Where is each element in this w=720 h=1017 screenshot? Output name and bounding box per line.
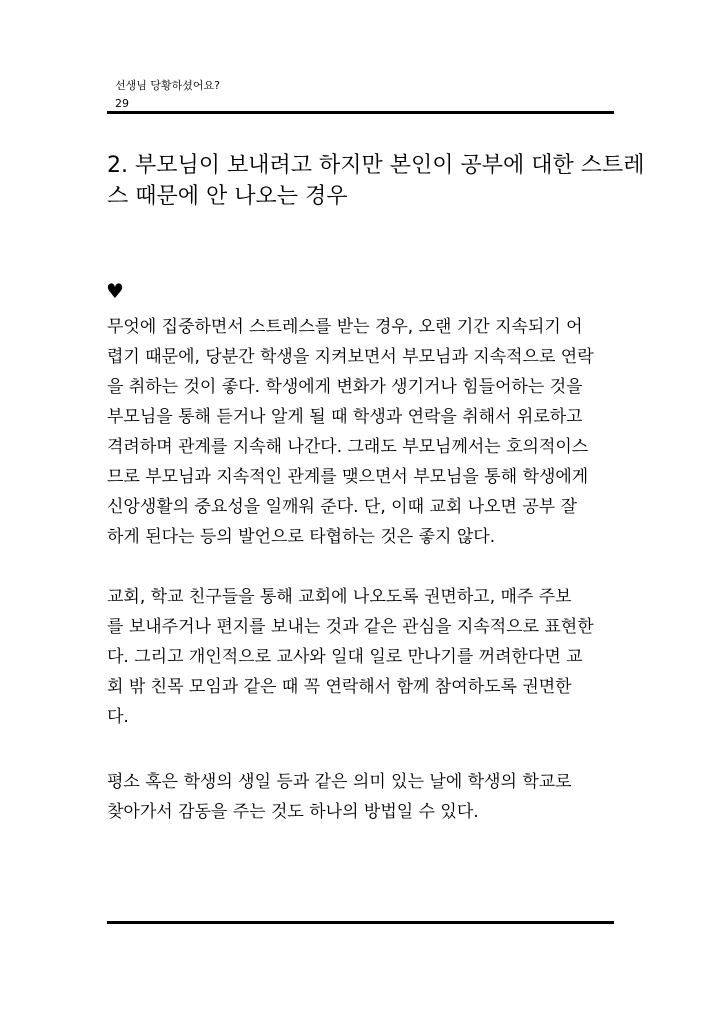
paragraph-line: 렵기 때문에, 당분간 학생을 지켜보면서 부모님과 지속적으로 연락 [107,347,594,367]
body-paragraph-2 [107,582,617,732]
paragraph-line: 교회, 학교 친구들을 통해 교회에 나오도록 권면하고, 매주 주보 [107,587,572,607]
paragraph-line: 다. 그리고 개인적으로 교사와 일대 일로 만나기를 꺼려한다면 교 [107,647,583,667]
paragraph-line: 을 취하는 것이 좋다. 학생에게 변화가 생기거나 힘들어하는 것을 [107,377,583,397]
body-paragraph-1 [107,312,617,552]
paragraph-line: 를 보내주거나 편지를 보내는 것과 같은 관심을 지속적으로 표현한 [107,617,594,637]
heart-icon: ♥ [106,279,124,303]
paragraph-line: 므로 부모님과 지속적인 관계를 맺으면서 부모님을 통해 학생에게 [107,467,589,487]
section-title-line: 2. 부모님이 보내려고 하지만 본인이 공부에 대한 스트레 [107,153,645,178]
section-title-line: 스 때문에 안 나오는 경우 [107,184,348,209]
paragraph-line: 평소 혹은 학생의 생일 등과 같은 의미 있는 날에 학생의 학교로 [107,772,572,792]
header-divider [107,111,614,114]
page-number: 29 [115,97,129,110]
running-header-title: 선생님 당황하셨어요? [115,79,220,92]
paragraph-line: 하게 된다는 등의 발언으로 타협하는 것은 좋지 않다. [107,527,496,547]
paragraph-line: 신앙생활의 중요성을 일깨워 준다. 단, 이때 교회 나오면 공부 잘 [107,497,577,517]
paragraph-line: 다. [107,707,129,727]
body-paragraph-3 [107,767,617,827]
paragraph-line: 격려하며 관계를 지속해 나간다. 그래도 부모님께서는 호의적이스 [107,437,589,457]
paragraph-line: 무엇에 집중하면서 스트레스를 받는 경우, 오랜 기간 지속되기 어 [107,317,583,337]
paragraph-line: 부모님을 통해 듣거나 알게 될 때 학생과 연락을 취해서 위로하고 [107,407,583,427]
paragraph-line: 회 밖 친목 모임과 같은 때 꼭 연락해서 함께 참여하도록 권면한 [107,677,572,697]
section-title [107,150,645,212]
footer-divider [107,921,614,924]
paragraph-line: 찾아가서 감동을 주는 것도 하나의 방법일 수 있다. [107,802,479,822]
